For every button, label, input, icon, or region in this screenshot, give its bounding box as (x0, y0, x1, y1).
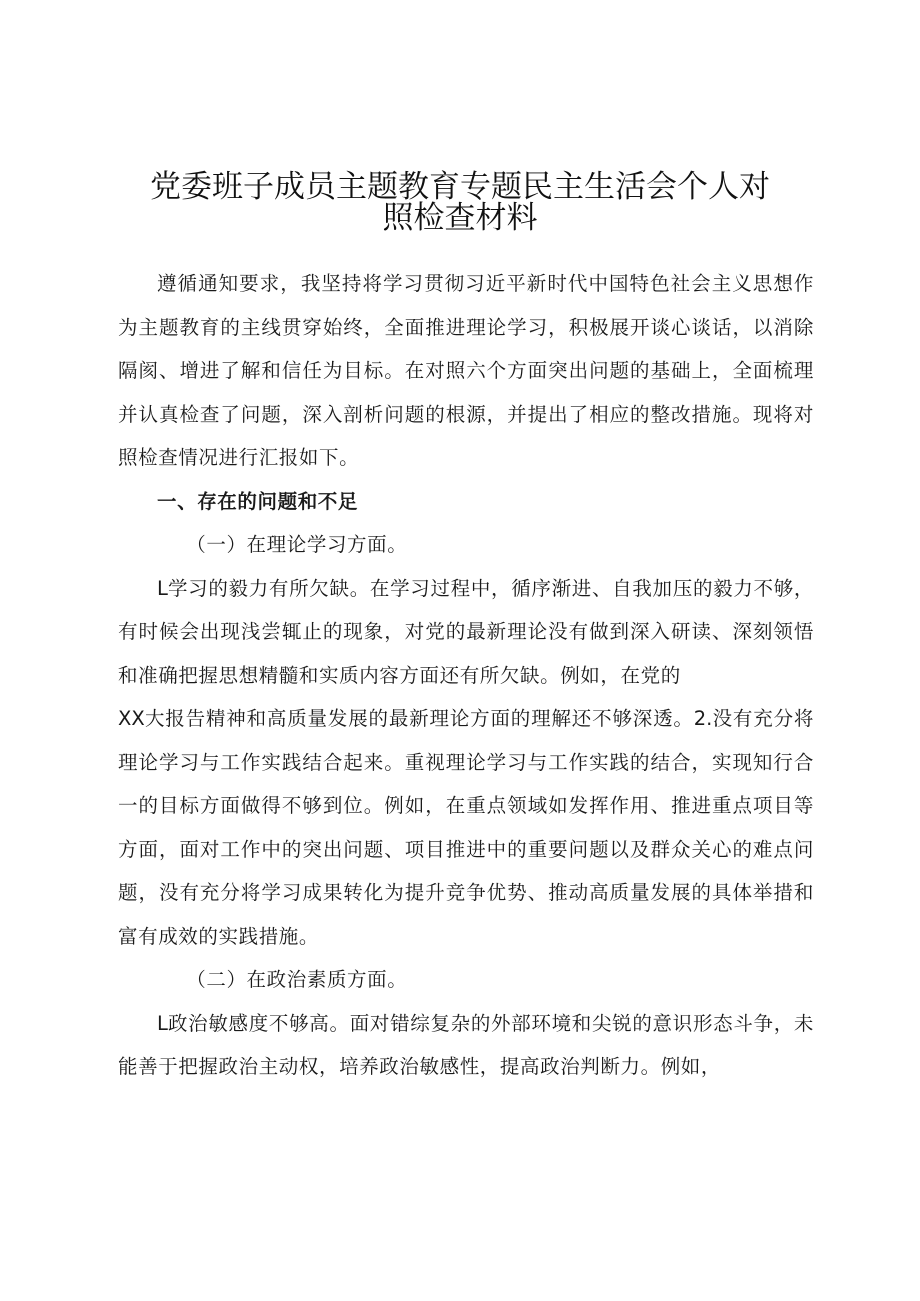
document-title-line-1: 党委班子成员主题教育专题民主生活会个人对 (150, 169, 770, 205)
list-marker: L (157, 1011, 168, 1035)
politics-paragraph (118, 1002, 814, 1089)
subsection-heading-politics: （二）在政治素质方面。 (186, 968, 408, 991)
document-body (118, 262, 814, 1089)
subsection-heading-theory: （一）在理论学习方面。 (186, 533, 408, 556)
theory-paragraph (118, 567, 814, 959)
list-number-2: 2. (693, 707, 713, 730)
list-marker: L (157, 576, 168, 600)
document-title-line-2: 照检查材料 (382, 200, 538, 236)
theory-point-1-text: 学习的毅力有所欠缺。在学习过程中，循序渐进、自我加压的毅力不够，有时候会出现浅尝辄止的现象，对党的最新理论没有做到深入研读、深刻领悟和准确把握思想精髓和实质内容方面还有所欠缺。例如，在党的 (118, 576, 814, 687)
section-heading-problems: 一、存在的问题和不足 (157, 489, 359, 513)
politics-point-1-text: 政治敏感度不够高。面对错综复杂的外部环境和尖锐的意识形态斗争，未能善于把握政治主动权，培养政治敏感性，提高政治判断力。例如， (118, 1011, 814, 1078)
theory-point-2-text: 没有充分将理论学习与工作实践结合起来。重视理论学习与工作实践的结合，实现知行合一的目标方面做得不够到位。例如，在重点领域如发挥作用、推进重点项目等方面，面对工作中的突出问题、项目推进中的重要问题以及群众关心的难点问题，没有充分将学习成果转化为提升竞争优势、推动高质量发展的具体举措和富有成效的实践措施。 (118, 707, 814, 948)
congress-number-placeholder: XX (118, 707, 145, 730)
intro-paragraph: 遵循通知要求，我坚持将学习贯彻习近平新时代中国特色社会主义思想作为主题教育的主线贯穿始终，全面推进理论学习，积极展开谈心谈话，以消除隔阂、增进了解和信任为目标。在对照六个方面突出问题的基础上，全面梳理并认真检查了问题，深入剖析问题的根源，并提出了相应的整改措施。现将对照检查情况进行汇报如下。 (118, 272, 814, 469)
theory-point-1-text-cont: 大报告精神和高质量发展的最新理论方面的理解还不够深透。 (144, 707, 694, 730)
